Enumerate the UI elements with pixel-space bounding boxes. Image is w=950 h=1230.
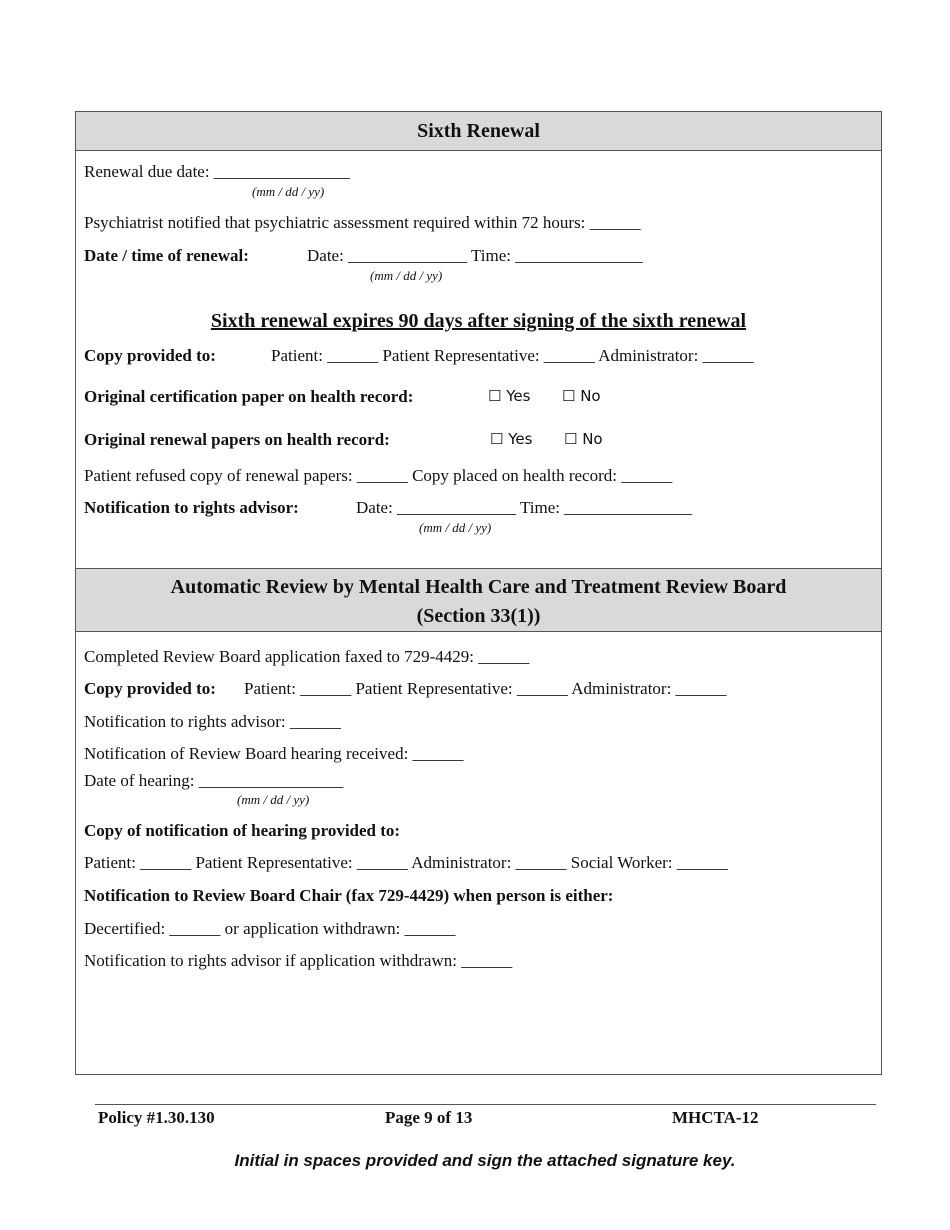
date-format-hint: (mm / dd / yy): [237, 792, 310, 807]
hearing-received-field[interactable]: Notification of Review Board hearing received: ______: [84, 744, 464, 763]
date-format-hint: (mm / dd / yy): [370, 268, 443, 283]
hearing-copy-fields[interactable]: Patient: ______ Patient Representative: ______ Administrator: ______ Social Worker: ______: [84, 853, 728, 872]
original-renewal-label: Original renewal papers on health record:: [84, 430, 390, 449]
rights-advisor-fields[interactable]: Date: ______________ Time: _______________: [356, 498, 692, 517]
copy-provided-label: Copy provided to:: [84, 679, 216, 698]
hearing-date-field[interactable]: Date of hearing: _________________: [84, 771, 344, 790]
automatic-review-title-line2: (Section 33(1)): [416, 605, 541, 627]
review-board-faxed-field[interactable]: Completed Review Board application faxed to 729-4429: ______: [84, 647, 530, 666]
rights-advisor-notification-field[interactable]: Notification to rights advisor: ______: [84, 712, 341, 731]
date-format-hint: (mm / dd / yy): [252, 184, 325, 199]
policy-number: Policy #1.30.130: [98, 1108, 215, 1127]
copy-hearing-label: Copy of notification of hearing provided to:: [84, 821, 401, 840]
form-frame: [75, 111, 882, 1075]
copy-provided-label: Copy provided to:: [84, 346, 216, 365]
original-certification-label: Original certification paper on health record:: [84, 387, 414, 406]
orig-cert-yes-checkbox[interactable]: ☐ Yes: [488, 387, 531, 405]
page-number: Page 9 of 13: [385, 1108, 473, 1127]
section-title-sixth-renewal: Sixth Renewal: [76, 112, 881, 151]
automatic-review-title-line1: Automatic Review by Mental Health Care and Treatment Review Board: [170, 576, 787, 598]
refused-copy-fields[interactable]: Patient refused copy of renewal papers: ______ Copy placed on health record: ______: [84, 466, 673, 485]
date-time-renewal-fields[interactable]: Date: ______________ Time: _______________: [307, 246, 643, 265]
footer-instruction: Initial in spaces provided and sign the attached signature key.: [234, 1151, 736, 1170]
form-code: MHCTA-12: [672, 1108, 759, 1127]
orig-cert-no-checkbox[interactable]: ☐ No: [562, 387, 601, 405]
date-format-hint: (mm / dd / yy): [419, 520, 492, 535]
orig-renewal-no-checkbox[interactable]: ☐ No: [564, 430, 603, 448]
section-title-automatic-review: [76, 568, 881, 632]
decertified-withdrawn-fields[interactable]: Decertified: ______ or application withdrawn: ______: [84, 919, 456, 938]
rights-advisor-label: Notification to rights advisor:: [84, 498, 299, 517]
psychiatrist-notified-field[interactable]: Psychiatrist notified that psychiatric assessment required within 72 hours: ______: [84, 213, 641, 232]
review-board-chair-label: Notification to Review Board Chair (fax 729-4429) when person is either:: [84, 886, 614, 905]
copy-provided-fields[interactable]: Patient: ______ Patient Representative: ______ Administrator: ______: [271, 346, 754, 365]
footer-divider: [95, 1104, 876, 1105]
expiry-notice: Sixth renewal expires 90 days after signing of the sixth renewal: [210, 310, 747, 332]
date-time-renewal-label: Date / time of renewal:: [84, 246, 249, 265]
withdrawn-rights-advisor-field[interactable]: Notification to rights advisor if application withdrawn: ______: [84, 951, 513, 970]
renewal-due-date-field[interactable]: Renewal due date: ________________: [84, 162, 350, 181]
orig-renewal-yes-checkbox[interactable]: ☐ Yes: [490, 430, 533, 448]
copy-provided-fields[interactable]: Patient: ______ Patient Representative: ______ Administrator: ______: [244, 679, 727, 698]
